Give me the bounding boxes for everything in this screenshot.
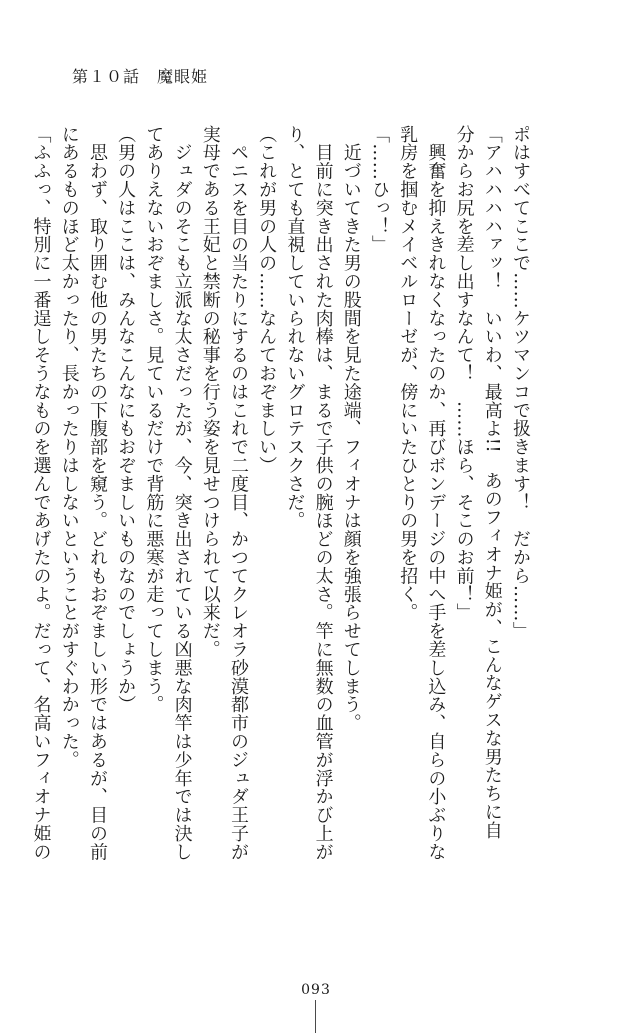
text-line: 目前に突き出された肉棒は、まるで子供の腕ほどの太さ。竿に無数の血管が浮かび上が xyxy=(312,125,334,861)
text-line: ペニスを目の当たりにするのはこれで二度目、かつてクレオラ砂漠都市のジュダ王子が xyxy=(227,125,249,861)
text-line: り、とても直視していられないグロテスクさだ。 xyxy=(284,125,306,530)
vertical-body-text xyxy=(30,125,534,861)
text-line: （これが男の人の……なんておぞましい） xyxy=(256,125,278,475)
text-line: にあるものほど太かったり、長かったりはしないということがすぐわかった。 xyxy=(58,125,80,769)
text-line: 「アハハハハァッ！ いいわ、最高よ!! あのフィオナ姫が、こんなゲスな男たちに自 xyxy=(481,125,503,840)
page-number-rule xyxy=(315,1000,316,1033)
page-number: 093 xyxy=(301,982,331,998)
text-line: 乳房を掴むメイベルローゼが、傍にいたひとりの男を招く。 xyxy=(397,125,419,622)
text-line: ジュダのそこも立派な太さだったが、今、突き出されている凶悪な肉竿は少年では決し xyxy=(171,125,193,861)
text-line: 思わず、取り囲む他の男たちの下腹部を窺う。どれもおぞましい形ではあるが、目の前 xyxy=(86,125,108,861)
text-line: ポはすべてここで……ケツマンコで扱きます！ だから……」 xyxy=(510,125,531,641)
text-line: てありえないおぞましさ。見ているだけで背筋に悪寒が走ってしまう。 xyxy=(143,125,165,714)
chapter-title: 第１０話 魔眼姫 xyxy=(72,67,209,86)
text-line: （男の人はここは、みんなこんなにもおぞましいものなのでしょうか） xyxy=(115,125,137,714)
text-line: 「ふふっ、特別に一番逞しそうなものを選んであげたのよ。だって、名高いフィオナ姫の xyxy=(30,125,52,861)
text-line: 「……ひっ！」 xyxy=(368,125,390,254)
text-line: 分からお尻を差し出すなんて！ ……ほら、そこのお前！」 xyxy=(453,125,475,622)
text-line: 実母である王妃と禁断の秘事を行う姿を見せつけられて以来だ。 xyxy=(199,125,221,659)
text-line: 近づいてきた男の股間を見た途端、フィオナは顔を強張らせてしまう。 xyxy=(340,125,362,733)
text-line: 興奮を抑えきれなくなったのか、再びボンデージの中へ手を差し込み、自らの小ぶりな xyxy=(425,125,447,861)
